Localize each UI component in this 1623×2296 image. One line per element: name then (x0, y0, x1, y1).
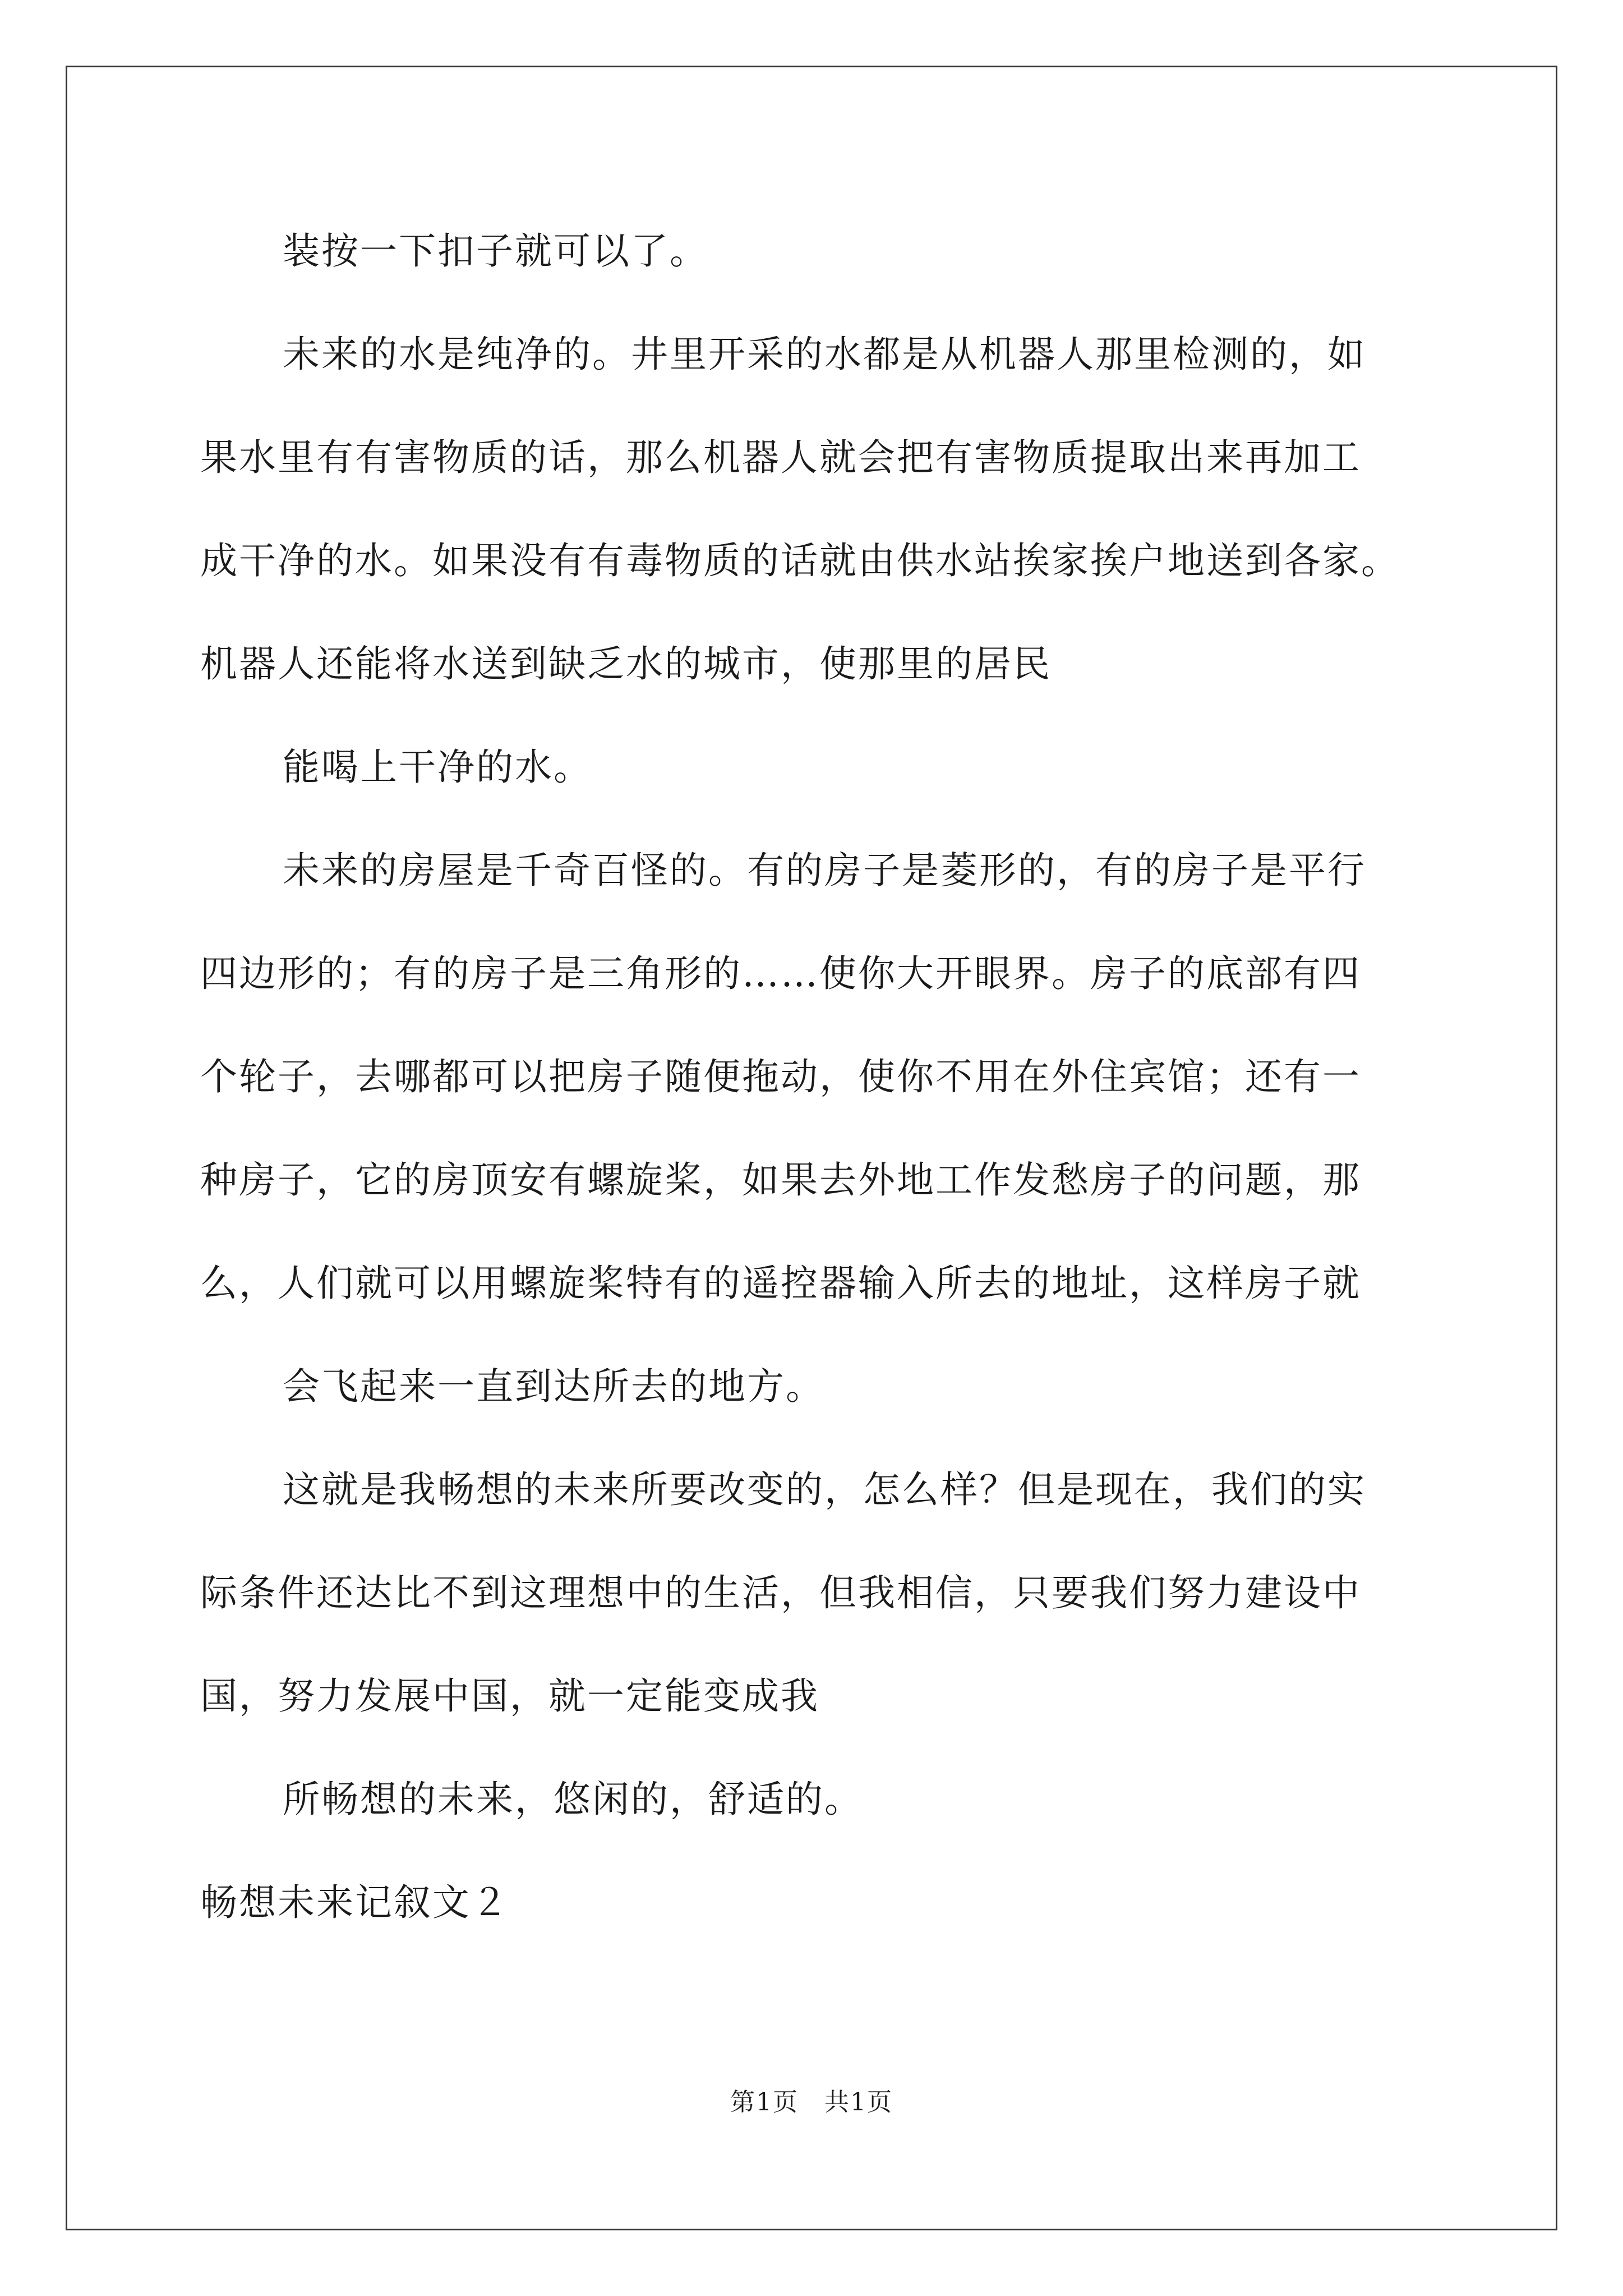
paragraph-line: 未来的房屋是千奇百怪的。有的房子是菱形的，有的房子是平行 (283, 849, 1366, 892)
paragraph-line: 四边形的；有的房子是三角形的……使你大开眼界。房子的底部有四 (200, 952, 1361, 995)
paragraph-line: 能喝上干净的水。 (283, 746, 592, 789)
paragraph-line: 这就是我畅想的未来所要改变的，怎么样？但是现在，我们的实 (283, 1468, 1366, 1511)
paragraph-line: 成干净的水。如果没有有毒物质的话就由供水站挨家挨户地送到各家。 (200, 539, 1400, 582)
paragraph-line: 种房子，它的房顶安有螺旋桨，如果去外地工作发愁房子的问题，那 (200, 1158, 1361, 1202)
paragraph-line: 装按一下扣子就可以了。 (283, 229, 708, 273)
paragraph-line: 果水里有有害物质的话，那么机器人就会把有害物质提取出来再加工 (200, 436, 1361, 479)
page-number-footer: 第1页 共1页 (730, 2088, 893, 2116)
paragraph-line: 所畅想的未来，悠闲的，舒适的。 (283, 1778, 863, 1821)
section-heading: 畅想未来记叙文２ (200, 1881, 510, 1924)
paragraph-line: 个轮子，去哪都可以把房子随便拖动，使你不用在外住宾馆；还有一 (200, 1055, 1361, 1098)
paragraph-line: 会飞起来一直到达所去的地方。 (283, 1365, 824, 1408)
paragraph-line: 么，人们就可以用螺旋桨特有的遥控器输入所去的地址，这样房子就 (200, 1262, 1361, 1305)
paragraph-line: 际条件还达比不到这理想中的生活，但我相信，只要我们努力建设中 (200, 1571, 1361, 1614)
paragraph-line: 机器人还能将水送到缺乏水的城市，使那里的居民 (200, 642, 1052, 685)
paragraph-line: 国，努力发展中国，就一定能变成我 (200, 1674, 819, 1718)
paragraph-line: 未来的水是纯净的。井里开采的水都是从机器人那里检测的，如 (283, 333, 1366, 376)
